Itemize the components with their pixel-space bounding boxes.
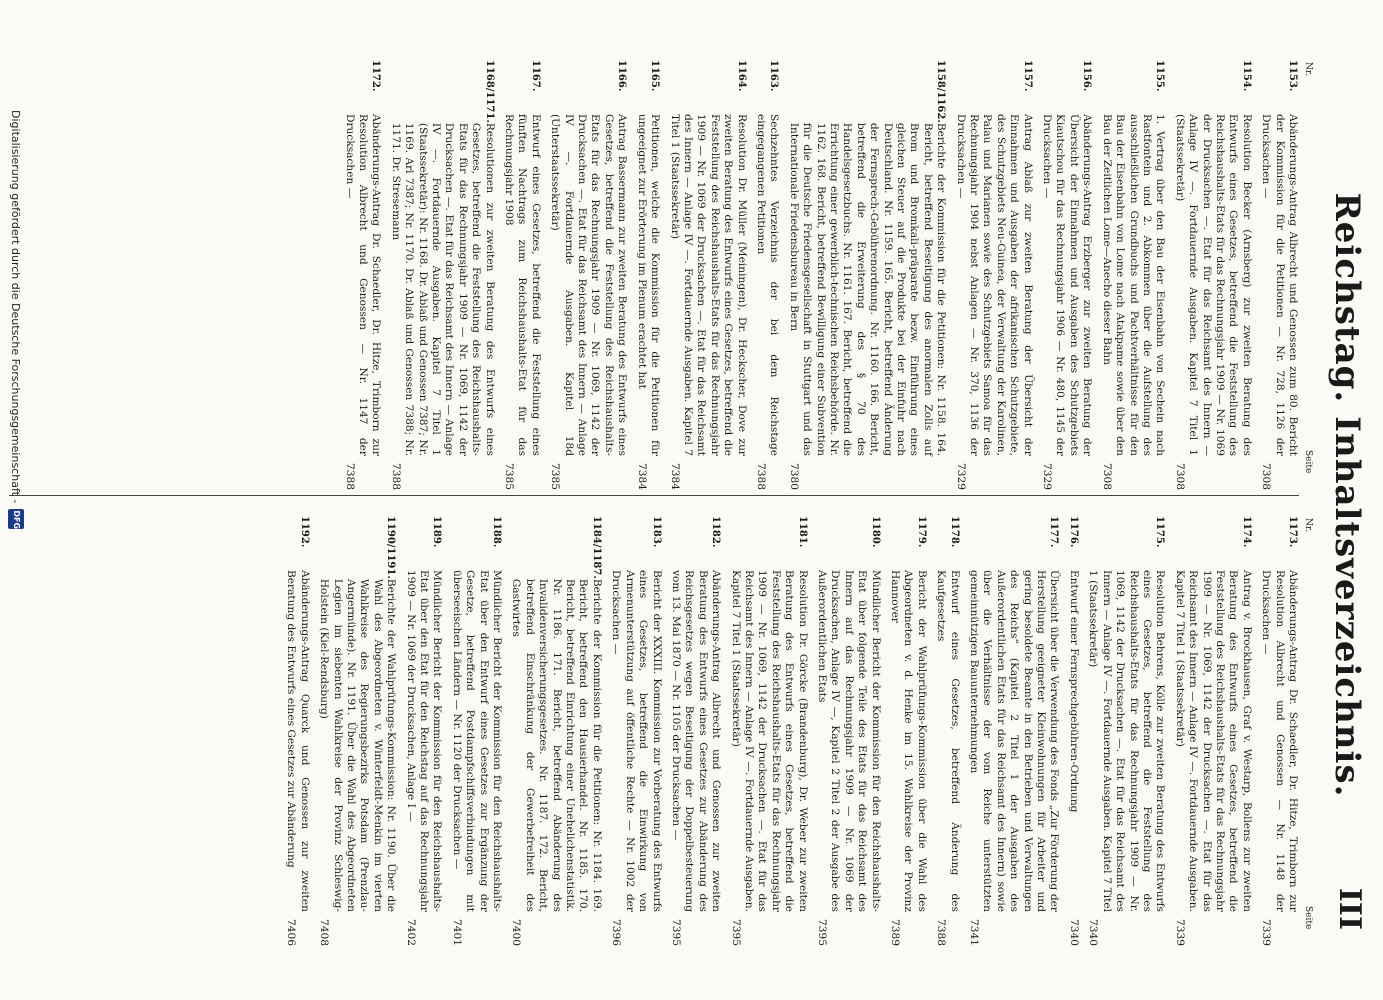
entry-page: 7385 xyxy=(549,463,562,490)
entry-number: 1184/1187. xyxy=(590,516,602,579)
toc-entry xyxy=(509,516,603,946)
page-header xyxy=(1311,60,1371,930)
entry-number: 1154. xyxy=(1240,60,1252,92)
entry-number: 1155. xyxy=(1154,60,1166,92)
toc-entry xyxy=(728,516,808,946)
entry-number: 1165. xyxy=(649,60,661,92)
entry-number: 1189. xyxy=(431,516,443,548)
entry-page: 7329 xyxy=(1041,463,1054,490)
toc-entry xyxy=(967,516,1061,946)
entry-page: 7395 xyxy=(816,919,828,946)
entry-page: 7384 xyxy=(668,463,681,490)
entry-text: Abänderungs-Antrag Albrecht und Genossen zum 80. Bericht der Kommission für die Petitionen — Nr. 728, 1126 der Drucksachen — xyxy=(1260,114,1299,456)
entry-number: 1178. xyxy=(948,516,960,548)
entry-page: 7380 xyxy=(787,463,800,490)
toc-entry xyxy=(888,516,928,946)
toc-entry xyxy=(317,516,397,946)
entry-text: Antrag v. Brockhausen, Graf v. Westarp, Bollens zur zweiten Beratung des Entwurfs eines Gesetzes, betreffend die Feststellung des Reichshaushalts-Etats für das Rechnungsjahr 1909 — Nr. 1069, 1142 der Drucksachen —. Etat für das Reichsamt des Innern — Anlage IV —. Fortdauernde Ausgaben. Kapitel 7 Titel 1 (Staatssekretär) xyxy=(1173,570,1253,912)
entry-text: Mündlicher Bericht der Kommission für den Reichshaushalts-Etat über den Entwurf eines Gesetzes zur Ergänzung der Gesetze, betreffend Postdampfschiffsverbindungen mit überseeischen Ländern — Nr. 1120 der Drucksachen — xyxy=(450,570,504,912)
entry-number: 1180. xyxy=(869,516,881,548)
entry-page: 7388 xyxy=(389,463,402,490)
page-number: III xyxy=(1332,887,1367,930)
entry-number: 1157. xyxy=(1021,60,1033,92)
toc-entry xyxy=(934,516,961,946)
left-column xyxy=(336,60,1299,490)
toc-entry xyxy=(953,60,1033,490)
entry-text: Antrag Bassermann zur zweiten Beratung des Entwurfs eines Gesetzes, betreffend die Feststellung des Reichshaushalts-Etats für das Rechnungsjahr 1909 — Nr. 1069, 1142 der Drucksachen —. Etat für das Reichsamt des Innern — Anlage IV —. Fortdauernde Ausgaben. Kapitel 18d (Unterstaatssekretär) xyxy=(549,114,629,456)
entry-number: 1188. xyxy=(491,516,503,548)
entry-text: Mündlicher Bericht der Kommission für den Reichshaushalts-Etat über folgende Teile des Etats für das Reichsamt des Innern auf das Rechnungsjahr 1909 — Nr. 1069 der Drucksachen, Anlage IV —, Kapitel 2 Titel 2 der Ausgabe des Außerordentlichen Etats xyxy=(816,570,882,912)
page-title: Reichstag. Inhaltsverzeichnis. xyxy=(1327,192,1367,798)
toc-entry xyxy=(754,60,781,490)
toc-entry xyxy=(502,60,542,490)
toc-entry xyxy=(403,516,443,946)
entry-number: 1168/1171. xyxy=(483,60,495,123)
entry-text: Resolution Dr. Müller (Meiningen), Dr. Heckscher, Dove zur zweiten Beratung des Entwurfs eines Gesetzes, betreffend die Feststellung des Reichshaushalts-Etats für das Rechnungsjahr 1909 — Nr. 1069 der Drucksachen —. Etat für das Reichsamt des Innern — Anlage IV —. Fortdauernde Ausgaben. Kapitel 7 Titel 1 (Staatssekretär) xyxy=(668,114,748,456)
entry-text: Abänderungs-Antrag Erzberger zur zweiten Beratung der Übersicht der Einnahmen und Ausgaben des Schutzgebiets Kiautschou für das Rechnungsjahr 1906 — Nr. 480, 1145 der Drucksachen — xyxy=(1041,114,1094,456)
entry-text: Sechzehntes Verzeichnis der bei dem Reichstage eingegangenen Petitionen xyxy=(754,114,781,456)
toc-entry xyxy=(609,516,663,946)
entry-text: Resolution Behrens, Kölle zur zweiten Beratung des Entwurfs eines Gesetzes, betreffend die Feststellung des Reichshaushalts-Etats für das Rechnungsjahr 1909 — Nr. 1069, 1142 der Drucksachen —. Etat für das Reichsamt des Innern — Anlage IV —. Fortdauernde Ausgaben. Kapitel 7 Titel 1 (Staatssekretär) xyxy=(1087,570,1167,912)
toc-entry xyxy=(342,60,382,490)
entry-number: 1182. xyxy=(710,516,722,548)
entry-page: 7395 xyxy=(669,919,682,946)
entry-text: 1. Vertrag über den Bau der Eisenbahn von Sechein nach Rastfontein und 2. Abkommen über die Aufstellung des ausschließlichen Grundbuchs und Pachtverhältnisse für den Bau der Eisenbahn von Lome nach Atakpame sowie über den Bau der Zeitlichen Lome—Anecho dieser Bahn xyxy=(1100,114,1167,456)
footer xyxy=(8,110,24,529)
entry-page: 7406 xyxy=(285,919,298,946)
entry-text: Petitionen, welche die Kommission für die Petitionen für ungeeignet zur Erörterung im Plenum erachtet hat xyxy=(635,114,662,456)
entry-number: 1174. xyxy=(1240,516,1252,548)
entry-number: 1181. xyxy=(796,516,808,548)
entry-text: Resolution Becker (Arnsberg) zur zweiten Beratung des Entwurfs eines Gesetzes, betreffend die Feststellung des Reichshaushalts-Etats für das Rechnungsjahr 1909 — Nr. 1069 der Drucksachen —. Etat für das Reichsamt des Innern — Anlage IV —. Fortdauernde Ausgaben. Kapitel 7 Titel 1 (Staatssekretär) xyxy=(1173,114,1253,456)
entry-number: 1192. xyxy=(298,516,310,548)
toc-entry xyxy=(1067,516,1080,946)
entry-page: 7329 xyxy=(954,463,967,490)
entry-text: Entwurf eines Gesetzes, betreffend die Feststellung eines fünften Nachtrags zum Reichshaushalts-Etat für das Rechnungsjahr 1908 xyxy=(503,114,542,456)
entry-text: Abänderungs-Antrag Dr. Schaedler, Dr. Hitze, Trimborn zur Resolution Albrecht und Genossen — Nr. 1148 der Drucksachen — xyxy=(1260,570,1299,912)
toc-entry xyxy=(284,516,311,946)
entry-text: Mündlicher Bericht der Kommission für den Reichshaushalts-Etat über den Etat für den Reichstag auf das Rechnungsjahr 1909 — Nr. 1069 der Drucksachen, Anlage I — xyxy=(404,570,444,912)
entry-number: 1176. xyxy=(1067,516,1079,548)
entry-number: 1173. xyxy=(1287,516,1298,548)
entry-page: 7402 xyxy=(404,919,417,946)
entry-page: 7401 xyxy=(450,919,463,946)
toc-entry xyxy=(1040,60,1094,490)
entry-page: 7339 xyxy=(1173,919,1186,946)
toc-entry xyxy=(1259,516,1299,946)
toc-entry xyxy=(1086,516,1166,946)
toc-entry xyxy=(449,516,503,946)
toc-entry xyxy=(1172,60,1252,490)
entry-text: Berichte der Kommission für die Petitionen: Nr. 1184. 169. Bericht, betreffend den Hausierhandel. Nr. 1185. 170. Bericht, betreffend Einrichtung einer Unehelichenstatistik. Nr. 1186. 171. Bericht, betreffend Abänderung des Invalidenversicherungsgesetzes. Nr. 1187. 172. Bericht, betreffend Einschränkung der Gewerbefreiheit des Gastwirtes xyxy=(510,578,603,912)
entry-text: Übersicht über die Verwendung des Fonds „Zur Förderung der Herstellung geeigneter Kleinwohnungen für Arbeiter und gering besoldete Beamte in den Betrieben und Verwaltungen des Reichs“ (Kapitel 2 Titel 1 der Ausgaben des Außerordentlichen Etats für das Reichsamt des Innern) sowie über die Verhältnisse der vom Reiche unterstützten gemeinnützigen Bauunternehmungen xyxy=(968,570,1061,912)
right-column-seite-label: Seite xyxy=(1303,906,1313,930)
entry-text: Berichte der Wahlprüfungs-Kommission: Nr. 1190. Über die Wahl des Abgeordneten v. Winterfeldt-Menkin im vierten Wahlkreise des Regierungsbezirks Potsdam (Prenzlau-Angermünde). Nr. 1191. Über die Wahl des Abgeordneten Legien im siebenten Wahlkreise der Provinz Schleswig-Holstein (Kiel-Rendsburg) xyxy=(318,578,398,912)
toc-entry xyxy=(548,60,628,490)
entry-text: Abänderungs-Antrag Dr. Schaedler, Dr. Hitze, Trimborn zur Resolution Albrecht und Genossen — Nr. 1147 der Drucksachen — xyxy=(343,114,383,456)
toc-entry xyxy=(786,60,947,490)
entry-number: 1158/1162. xyxy=(935,60,947,123)
entry-number: 1156. xyxy=(1081,60,1093,92)
entry-page: 7408 xyxy=(318,919,331,946)
entry-page: 7385 xyxy=(503,463,516,490)
entry-page: 7384 xyxy=(635,463,648,490)
entry-page: 7388 xyxy=(935,919,948,946)
entry-number: 1177. xyxy=(1048,516,1060,548)
entry-number: 1175. xyxy=(1154,516,1166,548)
entry-page: 7388 xyxy=(343,463,356,490)
entry-page: 7395 xyxy=(729,919,742,946)
entry-number: 1153. xyxy=(1287,60,1298,92)
right-column xyxy=(278,516,1299,946)
entry-page: 7400 xyxy=(510,919,523,946)
right-column-nr-label: Nr. xyxy=(1303,518,1313,533)
entry-text: Abänderungs-Antrag Quarck und Genossen zur zweiten Beratung des Entwurfs eines Gesetzes zur Abänderung xyxy=(285,570,311,912)
toc-entry xyxy=(388,60,495,490)
entry-page: 7308 xyxy=(1100,463,1113,490)
left-column-seite-label: Seite xyxy=(1303,450,1313,474)
left-column-nr-label: Nr. xyxy=(1303,62,1313,77)
entry-text: Bericht der XXXIII. Kommission zur Vorberatung des Entwurfs eines Gesetzes, betreffend die Einwirkung von Armenunterstützung auf öffentliche Rechte — Nr. 1002 der Drucksachen — xyxy=(610,570,663,912)
toc-entry xyxy=(1259,60,1299,490)
toc-entry xyxy=(815,516,882,946)
entry-page: 7389 xyxy=(889,919,902,946)
entry-number: 1164. xyxy=(735,60,747,92)
entry-number: 1167. xyxy=(529,60,541,92)
entry-number: 1183. xyxy=(650,516,662,548)
toc-entry xyxy=(634,60,661,490)
entry-page: 7339 xyxy=(1260,919,1273,946)
footer-text: Digitalisierung gefördert durch die Deutsche Forschungsgemeinschaft - xyxy=(9,110,23,504)
toc-entry xyxy=(667,60,747,490)
entry-number: 1163. xyxy=(768,60,780,92)
entry-text: Resolutionen zur zweiten Beratung des Entwurfs eines Gesetzes, betreffend die Feststellung des Reichshaushalts-Etats für das Rechnungsjahr 1909 — Nr. 1069, 1142 der Drucksachen —. Etat für das Reichsamt des Innern — Anlage IV —. Fortdauernde Ausgaben. Kapitel 7 Titel 1 (Staatssekretär): Nr. 1168. Dr. Ablaß und Genossen 7387; Nr. 1169. Arl 7387; Nr. 1170. Dr. Ablaß und Genossen 7388; Nr. 1171. Dr. Stresemann xyxy=(389,122,496,456)
toc-entry xyxy=(669,516,723,946)
entry-text: Resolution Dr. Görcke (Brandenburg), Dr. Weber zur zweiten Beratung des Entwurfs eines Gesetzes, betreffend die Feststellung des Reichshaushalts-Etats für das Rechnungsjahr 1909 — Nr. 1069, 1142 der Drucksachen —. Etat für das Reichsamt des Innern — Anlage IV —. Fortdauernde Ausgaben. Kapitel 7 Titel 1 (Staatssekretär) xyxy=(729,570,809,912)
entry-text: Entwurf eines Gesetzes, betreffend Änderung des Kaufgesetzes xyxy=(935,570,961,912)
entry-page: 7341 xyxy=(968,919,981,946)
entry-page: 7308 xyxy=(1260,463,1273,490)
toc-entry xyxy=(1172,516,1252,946)
entry-page: 7308 xyxy=(1173,463,1186,490)
entry-page: 7388 xyxy=(754,463,767,490)
entry-text: Antrag Ablaß zur zweiten Beratung der Übersicht der Einnahmen und Ausgaben der afrikanischen Schutzgebiete, des Schutzgebiets Neu-Guinea, der Verwaltung der Karolinen, Palau und Marianen sowie des Schutzgebiets Samoa für das Rechnungsjahr 1904 nebst Anlagen — Nr. 370, 1136 der Drucksachen — xyxy=(954,114,1034,456)
entry-text: Bericht der Wahlprüfungs-Kommission über die Wahl des Abgeordneten v. d. Henke im 15. Wahlkreise der Provinz Hannover xyxy=(889,570,928,912)
entry-page: 7340 xyxy=(1067,919,1080,946)
entry-text: Berichte der Kommission für die Petitionen: Nr. 1158. 164. Bericht, betreffend Beseitigung des anormalen Zolls auf Brom und Bromkali-präparate bezw. Einführung eines gleichen Steuer auf die Produkte bei der Einfuhr nach Deutschland. Nr. 1159. 165. Bericht, betreffend Änderung der Fernsprech-Gebührenordnung. Nr. 1160. 166. Bericht, betreffend die Erweiterung des § 70 des Handelsgesetzbuchs. Nr. 1161. 167. Bericht, betreffend die Errichtung einer gewerblich-technischen Reichsbehörde. Nr. 1162. 168. Bericht, betreffend Bewilligung einer Subvention für die Deutsche Friedensgesellschaft in Stuttgart und das Internationale Friedensbureau in Bern xyxy=(787,122,948,456)
entry-number: 1190/1191. xyxy=(385,516,397,579)
entry-text: Entwurf einer Fernsprechgebühren-Ordnung xyxy=(1067,570,1080,813)
entry-text: Abänderungs-Antrag Albrecht und Genossen zur zweiten Beratung des Entwurfs eines Gesetzes zur Abänderung des Reichsgesetzes wegen Beseitigung der Doppelbesteuerung vom 13. Mai 1870 — Nr. 1105 der Drucksachen — xyxy=(669,570,723,912)
entry-number: 1172. xyxy=(370,60,382,92)
entry-number: 1179. xyxy=(915,516,927,548)
toc-entry xyxy=(1099,60,1166,490)
entry-number: 1166. xyxy=(616,60,628,92)
entry-page: 7340 xyxy=(1087,919,1100,946)
dfg-logo: DFG xyxy=(8,509,24,529)
entry-page: 7396 xyxy=(610,919,623,946)
column-divider xyxy=(9,495,1299,496)
